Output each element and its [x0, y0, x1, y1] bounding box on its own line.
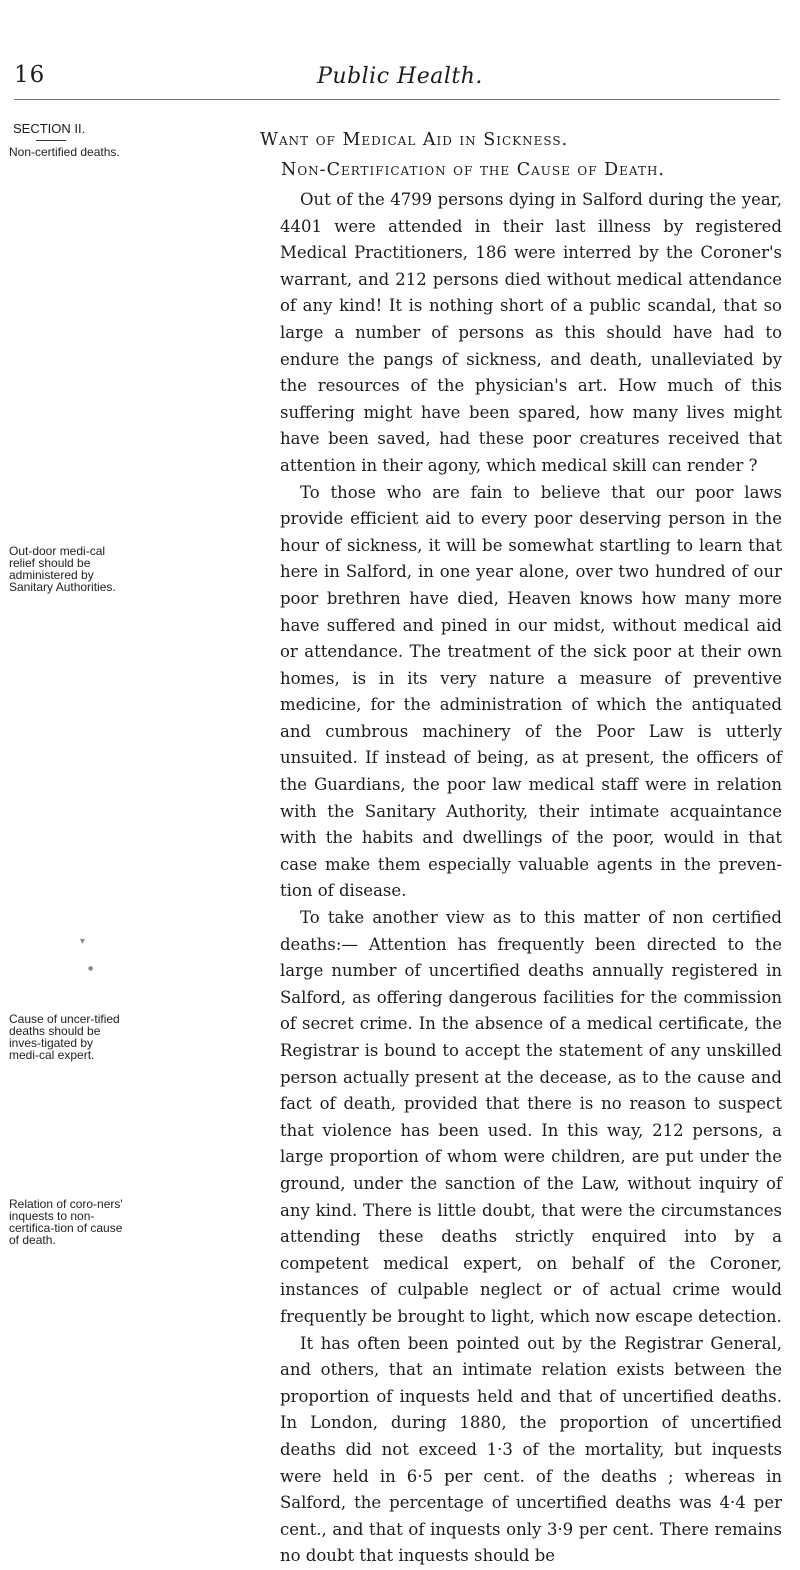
heading-non-certification: Non-Certification of the Cause of Death.: [281, 160, 665, 180]
header-rule: [14, 99, 780, 100]
heading-want-of-medical-aid: Want of Medical Aid in Sickness.: [260, 130, 569, 150]
speck-mark: ▾: [80, 936, 86, 947]
paragraph: To those who are fain to believe that our poor laws provide efficient aid to every poor deserving person in the hour of sickness, it will be somewhat startling to learn that here in Salford, in one year alone, over two hundred of our poor brethren have died, Heaven knows how many more have suffered and pined in our midst, without medical aid or attendance. The treatment of the sick poor at their own homes, is in its very nature a measure of preventive medicine, for the administration of which the antiquated and cumbrous machinery of the Poor Law is utterly unsuited. If instead of being, as at present, the officers of the Guardians, the poor law medical staff were in relation with the Sanitary Authority, their intimate acquaintance with the habits and dwellings of the poor, would in that case make them especially valuable agents in the preven-tion of disease.: [280, 482, 782, 901]
section-underline: [36, 140, 66, 141]
speck-dot: ●: [88, 965, 94, 972]
paragraph: To take another view as to this matter of non certified deaths:— Attention has frequently been directed to the large number of uncertified deaths annually registered in Salford, as offering dangerous facilities for the commission of secret crime. In the absence of a medical certificate, the Registrar is bound to accept the statement of any unskilled person actually present at the decease, as to the cause and fact of death, provided that there is no reason to suspect that violence has been used. In this way, 212 persons, a large proportion of whom were children, are put under the ground, under the sanction of the Law, without inquiry of any kind. There is little doubt, that were the circumstances attending these deaths strictly enquired into by a competent medical expert, on behalf of the Coroner, instances of culpable neglect or of actual crime would frequently be brought to light, which now escape detection.: [280, 908, 782, 1326]
margin-note-cause-uncertified: Cause of uncer-tified deaths should be inves-tigated by medi-cal expert.: [9, 1012, 120, 1062]
margin-note-non-certified: Non-certified deaths.: [9, 145, 120, 159]
margin-note-coroners-inquests: Relation of coro-ners' inquests to non-certifica-tion of cause of death.: [9, 1197, 123, 1247]
running-title: Public Health.: [317, 64, 483, 89]
margin-note-out-door-relief: Out-door medi-cal relief should be administered by Sanitary Authorities.: [9, 544, 116, 594]
paragraph: It has often been pointed out by the Registrar General, and others, that an intimate relation exists between the proportion of inquests held and that of uncertified deaths. In London, during 1880, the proportion of uncertified deaths did not exceed 1·3 of the mortality, but inquests were held in 6·5 per cent. of the deaths ; whereas in Salford, the percentage of uncertified deaths was 4·4 per cent., and that of inquests only 3·9 per cent. There remains no doubt that inquests should be: [280, 1333, 782, 1566]
section-label: SECTION II.: [13, 121, 86, 136]
page-number: 16: [14, 62, 46, 88]
paragraph: Out of the 4799 persons dying in Salford during the year, 4401 were attended in their last illness by registered Medical Practitioners, 186 were interred by the Coroner's warrant, and 212 persons died without medical attendance of any kind! It is nothing short of a public scandal, that so large a number of persons as this should have had to endure the pangs of sickness, and death, unalleviated by the resources of the physician's art. How much of this suffering might have been spared, how many lives might have been saved, had these poor creatures received that attention in their agony, which medical skill can render ?: [280, 190, 782, 475]
main-text: [280, 187, 782, 1570]
